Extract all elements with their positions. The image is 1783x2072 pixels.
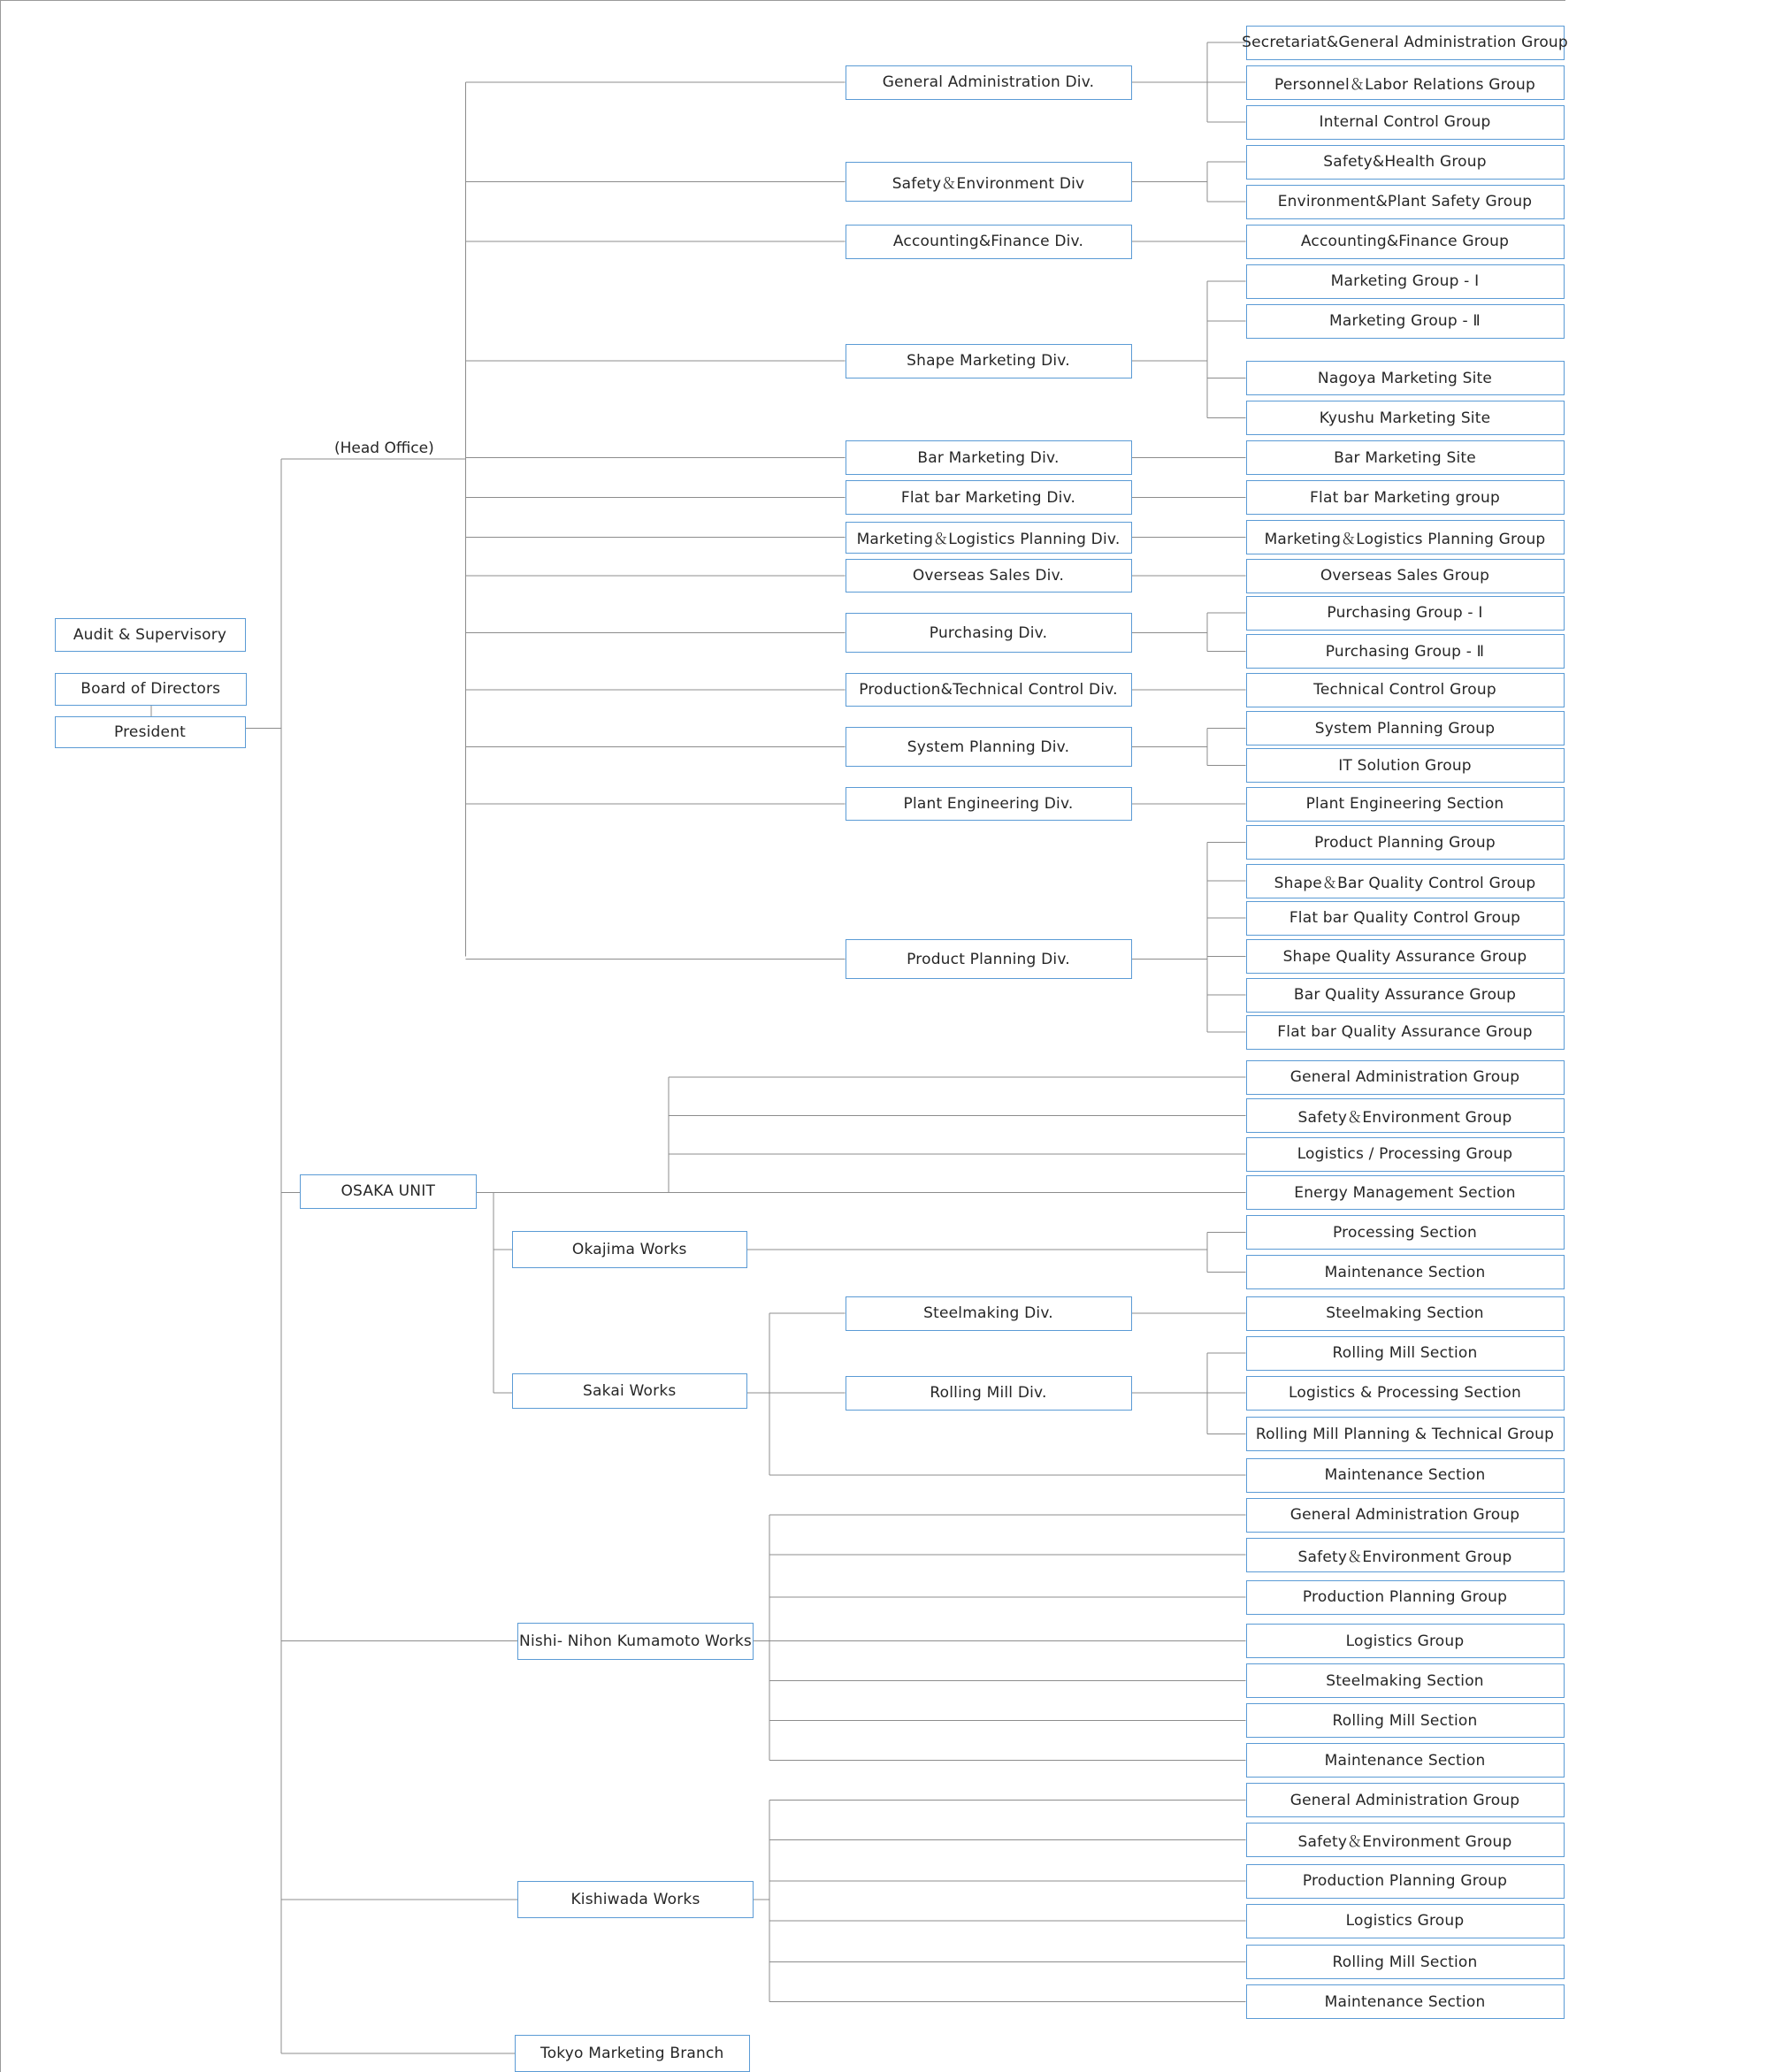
group-box: System Planning Group — [1246, 711, 1565, 745]
division-box: Purchasing Div. — [846, 613, 1132, 653]
division-box: Bar Marketing Div. — [846, 440, 1132, 475]
head-office-label: (Head Office) — [334, 439, 434, 457]
kumamoto-works-box: Nishi- Nihon Kumamoto Works — [517, 1623, 754, 1660]
group-box: Accounting&Finance Group — [1246, 225, 1565, 259]
division-box: Steelmaking Div. — [846, 1296, 1132, 1331]
division-box: Marketing＆Logistics Planning Div. — [846, 522, 1132, 554]
tokyo-marketing-branch-box: Tokyo Marketing Branch — [515, 2035, 750, 2072]
group-box: General Administration Group — [1246, 1060, 1565, 1095]
group-box: Purchasing Group - Ⅱ — [1246, 634, 1565, 669]
division-box: Product Planning Div. — [846, 939, 1132, 979]
audit-supervisory-box: Audit & Supervisory — [55, 618, 246, 652]
division-box: General Administration Div. — [846, 65, 1132, 100]
group-box: Shape Quality Assurance Group — [1246, 939, 1565, 974]
group-box: Flat bar Quality Control Group — [1246, 901, 1565, 936]
group-box: Rolling Mill Section — [1246, 1945, 1565, 1979]
group-box: Processing Section — [1246, 1215, 1565, 1250]
group-box: Maintenance Section — [1246, 1743, 1565, 1778]
group-box: Secretariat&General Administration Group — [1246, 26, 1565, 60]
division-box: Production&Technical Control Div. — [846, 673, 1132, 707]
group-box: Rolling Mill Planning & Technical Group — [1246, 1417, 1565, 1451]
division-box: Flat bar Marketing Div. — [846, 480, 1132, 515]
division-box: Overseas Sales Div. — [846, 559, 1132, 593]
group-box: Purchasing Group - Ⅰ — [1246, 596, 1565, 631]
division-box: Shape Marketing Div. — [846, 344, 1132, 378]
group-box: Nagoya Marketing Site — [1246, 361, 1565, 395]
osaka-unit-box: OSAKA UNIT — [300, 1174, 477, 1209]
board-of-directors-box: Board of Directors — [55, 673, 248, 707]
group-box: IT Solution Group — [1246, 748, 1565, 783]
group-box: Internal Control Group — [1246, 105, 1565, 140]
group-box: Steelmaking Section — [1246, 1296, 1565, 1331]
sakai-works-box: Sakai Works — [512, 1373, 747, 1410]
group-box: Production Planning Group — [1246, 1580, 1565, 1615]
group-box: Safety＆Environment Group — [1246, 1823, 1565, 1857]
group-box: Maintenance Section — [1246, 1458, 1565, 1493]
group-box: Maintenance Section — [1246, 1255, 1565, 1289]
group-box: Bar Marketing Site — [1246, 440, 1565, 475]
group-box: Shape＆Bar Quality Control Group — [1246, 864, 1565, 898]
division-box: Accounting&Finance Div. — [846, 225, 1132, 259]
group-box: Logistics & Processing Section — [1246, 1376, 1565, 1411]
group-box: Rolling Mill Section — [1246, 1703, 1565, 1738]
group-box: Product Planning Group — [1246, 825, 1565, 860]
group-box: Plant Engineering Section — [1246, 787, 1565, 822]
group-box: Safety&Health Group — [1246, 145, 1565, 180]
group-box: Environment&Plant Safety Group — [1246, 185, 1565, 219]
group-box: General Administration Group — [1246, 1498, 1565, 1533]
division-box: System Planning Div. — [846, 727, 1132, 767]
group-box: Bar Quality Assurance Group — [1246, 978, 1565, 1013]
president-box: President — [55, 716, 246, 748]
group-box: Overseas Sales Group — [1246, 559, 1565, 593]
okajima-works-box: Okajima Works — [512, 1231, 747, 1268]
group-box: Logistics Group — [1246, 1904, 1565, 1938]
kishiwada-works-box: Kishiwada Works — [517, 1881, 754, 1918]
group-box: Steelmaking Section — [1246, 1663, 1565, 1698]
group-box: Safety＆Environment Group — [1246, 1538, 1565, 1572]
group-box: Production Planning Group — [1246, 1864, 1565, 1899]
group-box: Logistics / Processing Group — [1246, 1137, 1565, 1172]
group-box: Maintenance Section — [1246, 1984, 1565, 2019]
group-box: Marketing Group - Ⅱ — [1246, 304, 1565, 339]
group-box: Flat bar Quality Assurance Group — [1246, 1015, 1565, 1050]
division-box: Rolling Mill Div. — [846, 1376, 1132, 1411]
group-box: Logistics Group — [1246, 1624, 1565, 1658]
group-box: Marketing＆Logistics Planning Group — [1246, 520, 1565, 554]
group-box: General Administration Group — [1246, 1783, 1565, 1817]
group-box: Safety＆Environment Group — [1246, 1098, 1565, 1133]
group-box: Technical Control Group — [1246, 673, 1565, 707]
division-box: Safety＆Environment Div — [846, 162, 1132, 202]
group-box: Flat bar Marketing group — [1246, 480, 1565, 515]
group-box: Energy Management Section — [1246, 1175, 1565, 1210]
division-box: Plant Engineering Div. — [846, 787, 1132, 821]
group-box: Personnel＆Labor Relations Group — [1246, 65, 1565, 100]
group-box: Marketing Group - Ⅰ — [1246, 264, 1565, 299]
group-box: Kyushu Marketing Site — [1246, 401, 1565, 435]
group-box: Rolling Mill Section — [1246, 1336, 1565, 1371]
